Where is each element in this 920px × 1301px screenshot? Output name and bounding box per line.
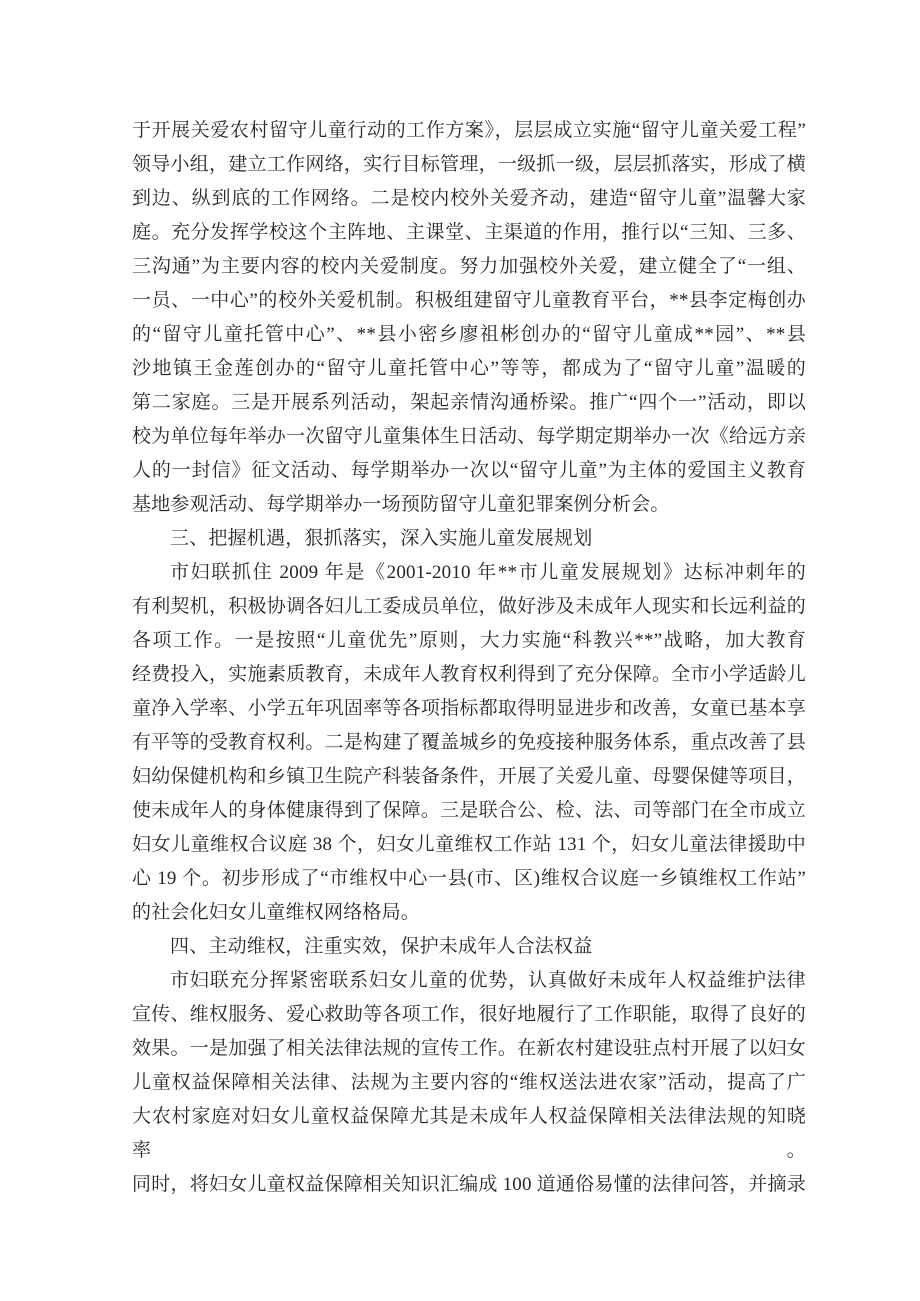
document-line: 市妇联充分挥紧密联系妇女儿童的优势，认真做好未成年人权益维护法律 [170,970,806,991]
document-line: 有平等的受教育权利。二是构建了覆盖城乡的免疫接种服务体系，重点改善了县 [132,732,806,753]
document-body [132,114,806,1202]
document-line: 心 19 个。初步形成了“市维权中心一县(市、区)维权合议庭一乡镇维权工作站” [132,868,806,889]
document-line: 校为单位每年举办一次留守儿童集体生日活动、每学期定期举办一次《给远方亲 [132,426,806,447]
document-line: 市妇联抓住 2009 年是《2001-2010 年**市儿童发展规划》达标冲刺年的 [170,562,806,583]
document-line: 妇幼保健机构和乡镇卫生院产科装备条件，开展了关爱儿童、母婴保健等项目， [132,766,806,787]
section-heading: 四、主动维权，注重实效，保护未成年人合法权益 [170,936,593,957]
document-line: 沙地镇王金莲创办的“留守儿童托管中心”等等，都成为了“留守儿童”温暖的 [132,358,806,379]
document-line: 三沟通”为主要内容的校内关爱制度。努力加强校外关爱，建立健全了“一组、 [132,256,806,277]
document-line: 于开展关爱农村留守儿童行动的工作方案》，层层成立实施“留守儿童关爱工程” [132,120,806,141]
document-line: 庭。充分发挥学校这个主阵地、主课堂、主渠道的作用，推行以“三知、三多、 [132,222,806,243]
section-heading: 三、把握机遇，狠抓落实，深入实施儿童发展规划 [170,528,593,549]
document-line: 的“留守儿童托管中心”、**县小密乡廖祖彬创办的“留守儿童成**园”、**县 [132,324,806,345]
document-line: 各项工作。一是按照“儿童优先”原则，大力实施“科教兴**”战略，加大教育 [132,630,806,651]
document-line: 经费投入，实施素质教育，未成年人教育权利得到了充分保障。全市小学适龄儿 [132,664,806,685]
document-line: 领导小组，建立工作网络，实行目标管理，一级抓一级，层层抓落实，形成了横 [132,154,806,175]
document-line: 宣传、维权服务、爱心救助等各项工作，很好地履行了工作职能，取得了良好的 [132,1004,806,1025]
document-line: 基地参观活动、每学期举办一场预防留守儿童犯罪案例分析会。 [132,494,670,515]
document-line: 大农村家庭对妇女儿童权益保障尤其是未成年人权益保障相关法律法规的知晓率。 [132,1106,806,1161]
document-line: 到边、纵到底的工作网络。二是校内校外关爱齐动，建造“留守儿童”温馨大家 [132,188,806,209]
document-line: 人的一封信》征文活动、每学期举办一次以“留守儿童”为主体的爱国主义教育 [132,460,806,481]
document-line: 第二家庭。三是开展系列活动，架起亲情沟通桥梁。推广“四个一”活动，即以 [132,392,806,413]
document-line: 使未成年人的身体健康得到了保障。三是联合公、检、法、司等部门在全市成立 [132,800,806,821]
document-line: 童净入学率、小学五年巩固率等各项指标都取得明显进步和改善，女童已基本享 [132,698,806,719]
document-line: 的社会化妇女儿童维权网络格局。 [132,902,421,923]
document-line: 同时，将妇女儿童权益保障相关知识汇编成 100 道通俗易懂的法律问答，并摘录 [132,1174,806,1195]
document-line: 儿童权益保障相关法律、法规为主要内容的“维权送法进农家”活动，提高了广 [132,1072,806,1093]
document-line: 效果。一是加强了相关法律法规的宣传工作。在新农村建设驻点村开展了以妇女 [132,1038,806,1059]
document-line: 一员、一中心”的校外关爱机制。积极组建留守儿童教育平台，**县李定梅创办 [132,290,806,311]
document-line: 妇女儿童维权合议庭 38 个，妇女儿童维权工作站 131 个，妇女儿童法律援助中 [132,834,806,855]
document-line: 有利契机，积极协调各妇儿工委成员单位，做好涉及未成年人现实和长远利益的 [132,596,806,617]
